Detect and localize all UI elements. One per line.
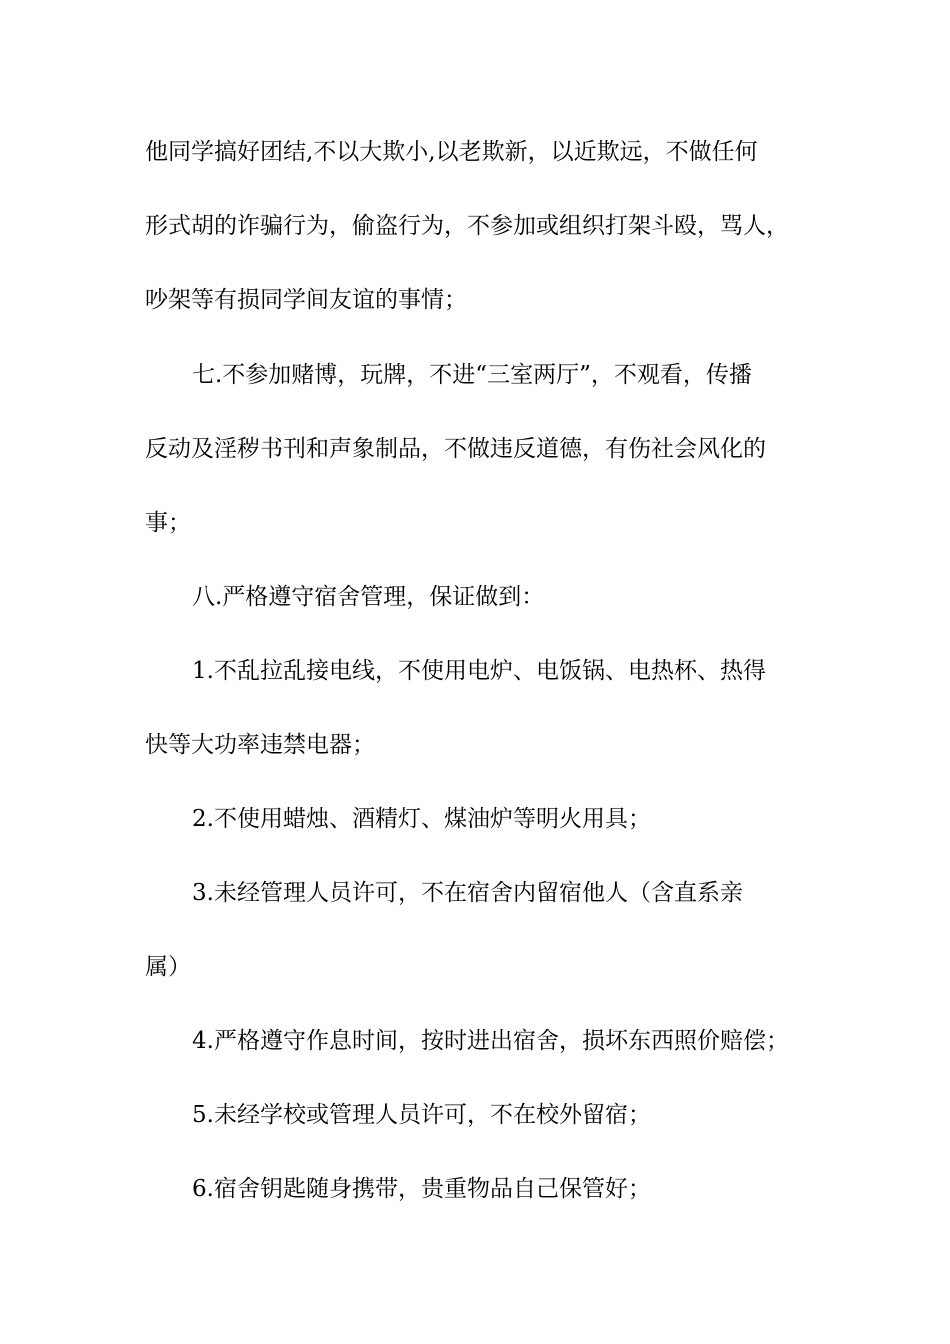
text-line: 他同学搞好团结,不以大欺小,以老欺新，以近欺远，不做任何 [145,139,758,165]
text-line: 反动及淫秽书刊和声象制品，不做违反道德，有伤社会风化的 [145,436,766,462]
text-line: 4.严格遵守作息时间，按时进出宿舍，损坏东西照价赔偿； [192,1028,789,1054]
text-line: 属） [145,954,191,980]
text-line: 快等大功率违禁电器； [145,732,375,758]
text-line: 事； [145,510,191,536]
text-line: 5.未经学校或管理人员许可，不在校外留宿； [192,1102,651,1128]
text-line: 八.严格遵守宿舍管理，保证做到： [192,584,545,610]
text-line: 吵架等有损同学间友谊的事情； [145,287,467,313]
text-line: 2.不使用蜡烛、酒精灯、煤油炉等明火用具； [192,806,651,832]
text-line: 1.不乱拉乱接电线，不使用电炉、电饭锅、电热杯、热得 [192,658,766,684]
text-line: 6.宿舍钥匙随身携带，贵重物品自己保管好； [192,1176,651,1202]
text-line: 形式胡的诈骗行为，偷盗行为，不参加或组织打架斗殴，骂人， [145,213,789,239]
text-line: 七.不参加赌博，玩牌，不进“三室两厅”，不观看，传播 [192,362,752,388]
text-line: 3.未经管理人员许可，不在宿舍内留宿他人（含直系亲 [192,880,743,906]
